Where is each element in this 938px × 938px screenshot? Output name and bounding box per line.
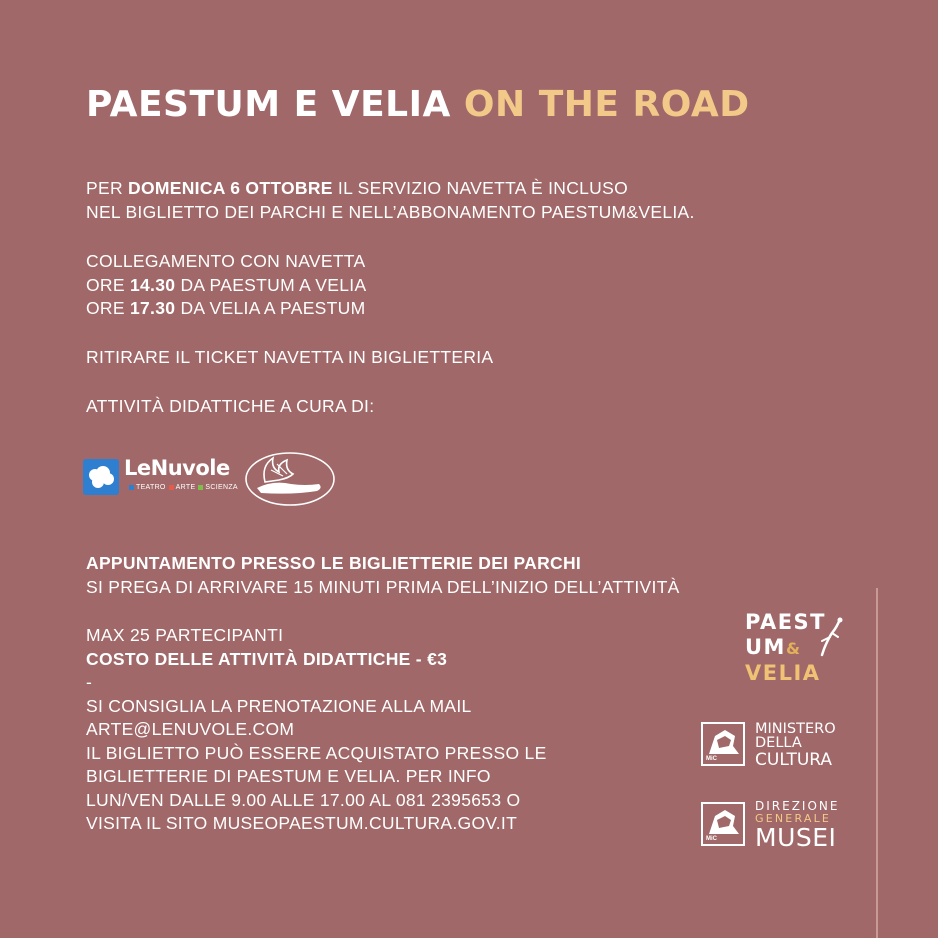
paestum-velia-logo [745,610,826,686]
meeting-note: SI PREGA DI ARRIVARE 15 MINUTI PRIMA DELL’INIZIO DELL’ATTIVITÀ [86,576,680,597]
ministero-line3: CULTURA [755,750,833,770]
shuttle-row2-pre: ORE [86,298,130,318]
cloud-icon [83,459,119,495]
winged-shoe-icon [243,448,337,508]
ministero-line2: DELLA [755,735,802,751]
intro-text [86,177,695,224]
max-participants: MAX 25 PARTECIPANTI [86,625,284,645]
website-line: VISITA IL SITO MUSEOPAESTUM.CULTURA.GOV.IT [86,813,518,833]
mic-label: MiC [706,836,717,842]
tag-scienza: SCIENZA [205,484,238,491]
activity-details [86,624,547,836]
activities-label: ATTIVITÀ DIDATTICHE A CURA DI: [86,396,375,416]
winged-shoe-logo [243,448,337,513]
intro-pre: PER [86,178,129,198]
divider-line [876,588,878,938]
mic-label: MiC [706,756,717,762]
shuttle-route-1: DA PAESTUM A VELIA [175,274,367,295]
ticket-note: RITIRARE IL TICKET NAVETTA IN BIGLIETTERIA [86,347,494,367]
shuttle-route-2: DA VELIA A PAESTUM [175,298,366,318]
booking-email: ARTE@LENUVOLE.COM [86,719,295,739]
musei-line3: MUSEI [755,823,837,852]
detail-line: IL BIGLIETTO PUÒ ESSERE ACQUISTATO PRESSO LE [86,742,547,763]
shuttle-time-1: 14.30 [129,274,176,295]
pv-line1: PAEST [745,610,827,634]
detail-line: BIGLIETTERIE DI PAESTUM E VELIA. PER INFO [86,766,491,786]
musei-line2: GENERALE [755,812,832,825]
musei-emblem-icon [701,802,745,846]
mic-emblem-icon [701,722,745,766]
ministero-text [755,722,836,770]
activity-cost: COSTO DELLE ATTIVITÀ DIDATTICHE - €3 [86,648,448,669]
detail-line: LUN/VEN DALLE 9.00 ALLE 17.00 AL 081 2395653 O [86,789,521,810]
shuttle-time-2: 17.30 [129,298,176,318]
shuttle-info [86,250,366,321]
lenuvole-tagline [126,484,238,491]
tag-teatro: TEATRO [136,484,166,491]
diver-figure-icon [818,617,844,662]
musei-text [755,800,839,851]
title-main: PAESTUM E VELIA [86,84,464,125]
shuttle-row1-pre: ORE [86,274,130,295]
intro-line2: NEL BIGLIETTO DEI PARCHI E NELL’ABBONAMENTO PAESTUM&VELIA. [86,201,695,222]
page-title [86,84,750,125]
lenuvole-wordmark: LeNuvole [124,456,230,480]
intro-date: DOMENICA 6 OTTOBRE [128,178,333,198]
meeting-info [86,552,680,599]
detail-line: SI CONSIGLIA LA PRENOTAZIONE ALLA MAIL [86,695,472,716]
ministero-line1: MINISTERO [755,721,836,737]
musei-line1: DIREZIONE [755,799,840,813]
title-accent: ON THE ROAD [463,84,750,125]
pv-ampersand: & [785,639,802,658]
pv-line3: VELIA [745,661,821,685]
intro-post: IL SERVIZIO NAVETTA È INCLUSO [332,178,628,198]
meeting-heading: APPUNTAMENTO PRESSO LE BIGLIETTERIE DEI PARCHI [86,553,582,573]
pv-line2: UM [745,635,786,659]
tag-arte: ARTE [175,484,196,491]
shuttle-heading: COLLEGAMENTO CON NAVETTA [86,251,366,271]
separator-dash: - [86,672,93,692]
